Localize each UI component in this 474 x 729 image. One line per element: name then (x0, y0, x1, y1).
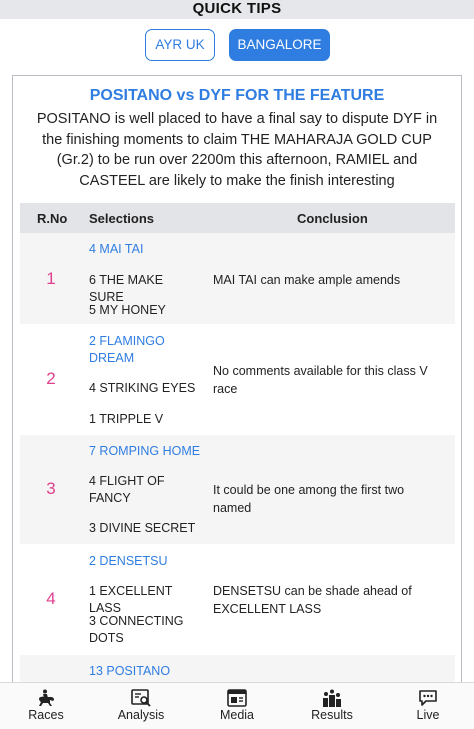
nav-live[interactable] (388, 683, 468, 722)
table-header (20, 203, 455, 233)
selection-1[interactable]: 7 ROMPING HOME (89, 444, 201, 458)
bottom-navigation (0, 682, 474, 729)
selection-3: 1 TRIPPLE V (89, 412, 164, 426)
feature-description: POSITANO is well placed to have a final say to dispute DYF in the finishing moments to claim THE MAHARAJA GOLD CUP (Gr.2) to be run over 2200m this afternoon, RAMIEL and CASTEEL are likely to make the finish interesting (36, 111, 438, 189)
selection-1[interactable]: 4 MAI TAI (89, 242, 144, 256)
nav-analysis-label: Analysis (117, 708, 165, 722)
table-row (20, 545, 455, 655)
venue-tabs (0, 29, 474, 61)
tips-card (12, 75, 462, 695)
conclusion: DENSETSU can be shade ahead of EXCELLENT LASS (213, 584, 412, 616)
conclusion: MAI TAI can make ample amends (213, 273, 401, 287)
chat-icon (418, 689, 438, 707)
selection-2: 4 STRIKING EYES (89, 381, 196, 395)
selection-1[interactable]: 2 FLAMINGO DREAM (89, 334, 165, 365)
race-number: 3 (46, 479, 56, 498)
selection-2: 6 THE MAKE SURE (89, 273, 164, 304)
race-number: 4 (46, 589, 56, 608)
nav-media[interactable] (197, 683, 277, 722)
nav-results-label: Results (311, 708, 353, 722)
conclusion: It could be one among the first two named (213, 483, 405, 515)
nav-media-label: Media (219, 708, 255, 722)
table-row (20, 435, 455, 545)
nav-races[interactable] (6, 683, 86, 722)
page-title: QUICK TIPS (192, 0, 282, 17)
table-row (20, 325, 455, 435)
tips-table (20, 203, 455, 695)
race-number: 1 (46, 269, 56, 288)
nav-analysis[interactable] (101, 683, 181, 722)
selection-2: 4 FLIGHT OF FANCY (89, 474, 165, 505)
selection-3: 5 MY HONEY (89, 303, 166, 317)
feature-title: POSITANO vs DYF FOR THE FEATURE (89, 87, 385, 104)
header-selections: Selections (89, 211, 155, 226)
results-icon (322, 689, 342, 707)
conclusion: No comments available for this class V race (213, 364, 428, 396)
race-number: 2 (46, 369, 56, 388)
horse-rider-icon (36, 689, 56, 707)
selection-3: 3 DIVINE SECRET (89, 521, 196, 535)
selection-3: 3 CONNECTING DOTS (89, 614, 184, 645)
page-header (0, 0, 474, 19)
table-row (20, 233, 455, 325)
analysis-icon (131, 689, 151, 707)
nav-live-label: Live (416, 708, 440, 722)
header-conclusion: Conclusion (297, 211, 368, 226)
selection-1[interactable]: 2 DENSETSU (89, 554, 168, 568)
media-icon (227, 689, 247, 707)
tab-ayr-uk[interactable]: AYR UK (145, 29, 215, 61)
selection-1[interactable]: 13 POSITANO (89, 664, 171, 678)
tab-bangalore[interactable]: BANGALORE (229, 29, 330, 61)
nav-races-label: Races (28, 708, 64, 722)
header-rno: R.No (37, 211, 68, 226)
nav-results[interactable] (292, 683, 372, 722)
selection-2: 1 EXCELLENT LASS (89, 584, 173, 615)
